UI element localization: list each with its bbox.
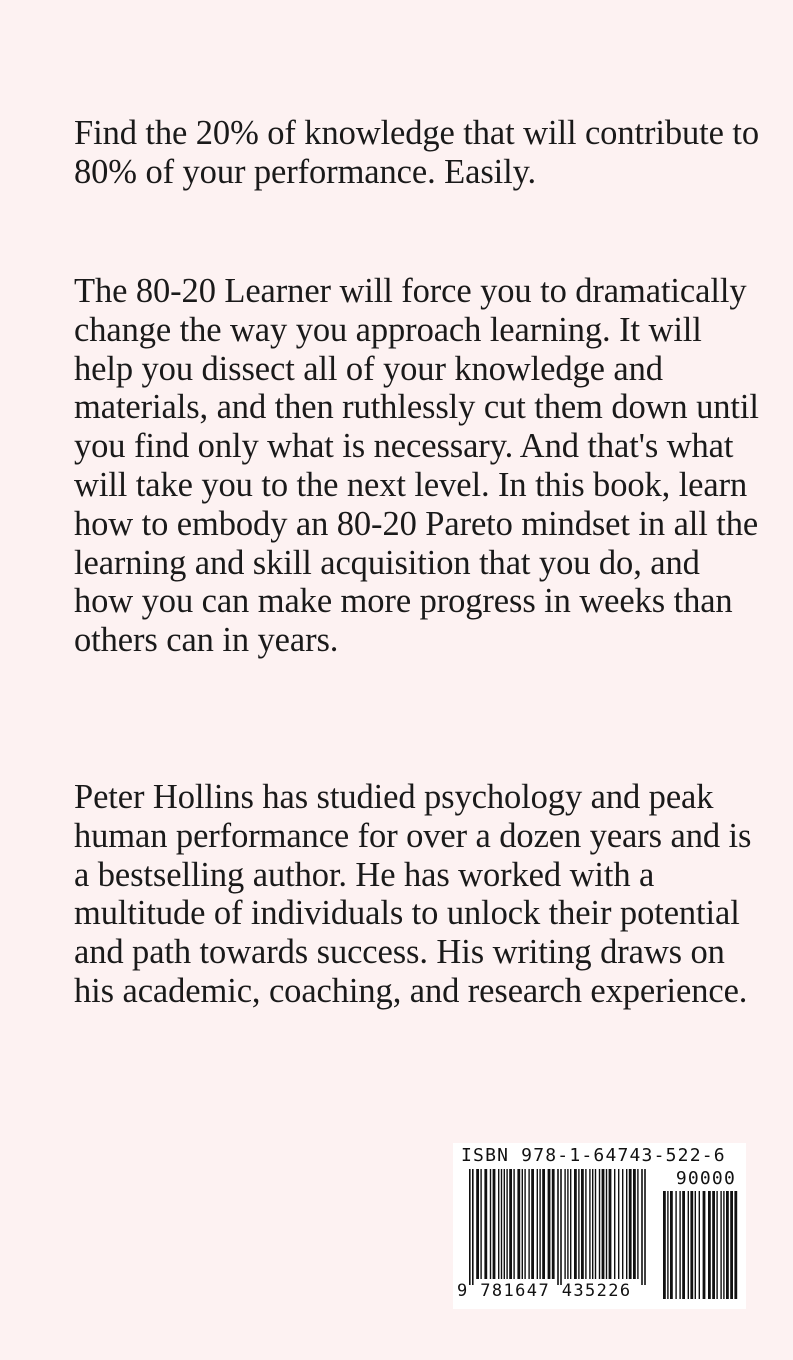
barcode-bar xyxy=(517,1169,520,1279)
barcode-bar xyxy=(537,1169,538,1279)
barcode-bar xyxy=(509,1169,512,1279)
barcode-bar xyxy=(599,1169,600,1279)
barcode-bar xyxy=(570,1169,571,1279)
barcode-bar xyxy=(644,1169,646,1285)
barcode-bar xyxy=(708,1191,711,1299)
barcode-bar xyxy=(667,1191,668,1299)
barcode-bar xyxy=(675,1191,676,1299)
barcode-bar xyxy=(637,1169,638,1279)
barcode-bar xyxy=(679,1191,680,1299)
barcode-bar xyxy=(695,1191,696,1299)
barcode-bar xyxy=(548,1169,551,1279)
barcode-bar xyxy=(618,1169,619,1279)
barcode-bar xyxy=(716,1191,717,1299)
barcode-bar xyxy=(606,1169,607,1279)
description-paragraph: The 80-20 Learner will force you to dramatically change the way you approach learning. It will help you dissect all of your knowledge and materials, and then ruthlessly cut them down until you find only what is necessary. And that's what will take you to the next level. In this book, learn how to embody an 80-20 Pareto mindset in all the learning and skill acquisition that you do, and how you can make more progress in weeks than others can in years. xyxy=(74,272,759,660)
barcode-bar xyxy=(560,1169,562,1285)
barcode-bar xyxy=(472,1169,474,1285)
barcode-bar xyxy=(641,1169,643,1285)
barcode-bar xyxy=(626,1169,627,1279)
barcode-bar xyxy=(592,1169,593,1279)
barcode-bar xyxy=(703,1191,706,1299)
barcode-bar xyxy=(589,1169,590,1279)
barcode-bar xyxy=(498,1169,499,1279)
barcode-bar xyxy=(699,1191,700,1299)
barcode-bar xyxy=(542,1169,545,1279)
barcode-bar xyxy=(480,1169,481,1279)
barcode-bar xyxy=(614,1169,615,1279)
barcode-bar xyxy=(622,1169,623,1279)
barcode-bar xyxy=(493,1169,496,1279)
barcode-bar xyxy=(476,1169,479,1279)
barcode-bar xyxy=(490,1169,491,1279)
barcode-bar xyxy=(539,1169,540,1279)
barcode-bar xyxy=(564,1169,565,1279)
barcode-bar xyxy=(682,1191,685,1299)
barcode-bar xyxy=(734,1191,737,1299)
barcode-bar xyxy=(720,1191,721,1299)
barcode-bar xyxy=(688,1191,689,1299)
barcode-bar xyxy=(585,1169,586,1279)
intro-paragraph: Find the 20% of knowledge that will contribute to 80% of your performance. Easily. xyxy=(74,114,759,191)
barcode-bar xyxy=(633,1169,636,1279)
barcode-bar xyxy=(629,1169,632,1279)
barcode-bar xyxy=(501,1169,502,1279)
barcode-bar xyxy=(567,1169,568,1279)
barcode-bar xyxy=(506,1169,507,1279)
barcode-bar xyxy=(663,1191,666,1299)
barcode-bar xyxy=(484,1169,487,1279)
price-code: 90000 xyxy=(675,1168,736,1189)
barcode-bar xyxy=(513,1169,514,1279)
barcode-bar xyxy=(469,1169,471,1285)
barcode-bar xyxy=(574,1169,577,1279)
barcode-bar xyxy=(602,1169,605,1279)
isbn-label: ISBN 978-1-64743-522-6 xyxy=(461,1145,726,1166)
barcode-bar xyxy=(581,1169,584,1279)
barcode-bar xyxy=(528,1169,529,1279)
barcode-bar xyxy=(557,1169,559,1285)
barcode-bar xyxy=(522,1169,523,1279)
barcode-bar xyxy=(609,1169,612,1279)
barcode-bar xyxy=(723,1191,724,1299)
ean-digits: 9 781647 435226 xyxy=(457,1281,632,1301)
barcode-bar xyxy=(712,1191,715,1299)
barcode-bar xyxy=(690,1191,693,1299)
barcode-bar xyxy=(504,1169,505,1279)
barcode-bar xyxy=(524,1169,525,1279)
barcode-bar xyxy=(578,1169,579,1279)
barcode-bar xyxy=(670,1191,673,1299)
barcode-bar xyxy=(531,1169,534,1279)
barcode-bar xyxy=(595,1169,596,1279)
author-bio-paragraph: Peter Hollins has studied psychology and peak human performance for over a dozen years and is a bestselling author. He has worked with a multitude of individuals to unlock their potential and path towards success. His writing draws on his academic, coaching, and research experience. xyxy=(74,778,752,1010)
barcode-bar xyxy=(726,1191,729,1299)
isbn-barcode xyxy=(453,1143,746,1309)
barcode-bar xyxy=(552,1169,555,1279)
barcode-bar xyxy=(730,1191,733,1299)
